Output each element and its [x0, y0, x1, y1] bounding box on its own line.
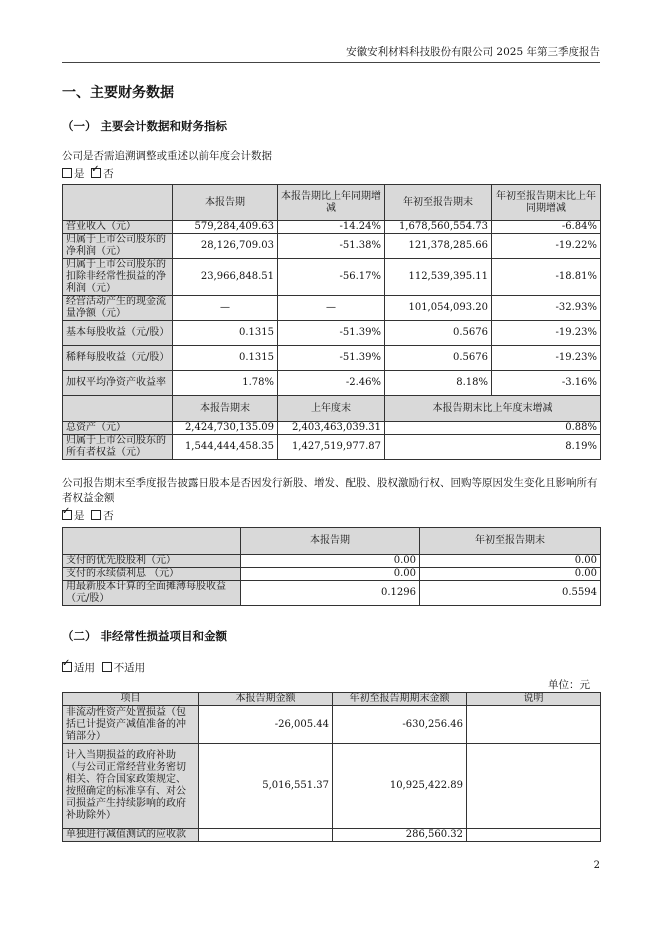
key-financial-table	[62, 184, 601, 460]
applicability-options	[62, 660, 145, 675]
non-recurring-items-table	[62, 692, 601, 842]
row-label: 经营活动产生的现金流量净额（元）	[63, 296, 173, 321]
table-cell: 1,427,519,977.87	[278, 435, 385, 460]
row-label: 归属于上市公司股东的扣除非经常性损益的净利润（元）	[63, 259, 173, 296]
checkbox-share-no[interactable]	[91, 510, 101, 520]
checkbox-share-yes[interactable]	[62, 510, 72, 520]
table-cell: 0.00	[241, 555, 420, 568]
table-column-header: 本报告期末比上年度末增减	[385, 396, 601, 422]
option-yes-label-2: 是	[74, 510, 85, 522]
unit-label: 单位：元	[548, 679, 590, 691]
row-label: 归属于上市公司股东的净利润（元）	[63, 234, 173, 259]
table-header-blank-2	[63, 396, 173, 422]
table-cell: 112,539,395.11	[385, 259, 492, 296]
table-cell: 0.1315	[173, 321, 278, 346]
table-column-header: 本报告期	[173, 185, 278, 221]
table-column-header: 上年度末	[278, 396, 385, 422]
table-column-header: 年初至报告期期末金额	[333, 693, 467, 706]
table-column-header: 说明	[467, 693, 601, 706]
table-cell: 0.5676	[385, 346, 492, 371]
table-header-blank	[63, 185, 173, 221]
table-cell: -19.23%	[492, 321, 601, 346]
table-cell: -14.24%	[278, 221, 385, 234]
table-column-header: 年初至报告期末	[385, 185, 492, 221]
restatement-question: 公司是否需追溯调整或重述以前年度会计数据	[62, 150, 272, 162]
table-column-header: 本报告期金额	[199, 693, 333, 706]
table-cell: -32.93%	[492, 296, 601, 321]
table-cell: 23,966,848.51	[173, 259, 278, 296]
table-column-header: 项目	[63, 693, 199, 706]
table-cell: -51.39%	[278, 346, 385, 371]
table-cell: -6.84%	[492, 221, 601, 234]
table-cell: -2.46%	[278, 371, 385, 396]
table-cell: 121,378,285.66	[385, 234, 492, 259]
table-column-header: 年初至报告期末	[420, 528, 601, 555]
row-label: 支付的优先股股利（元）	[63, 555, 241, 568]
share-change-question: 公司报告期末至季度报告披露日股本是否因发行新股、增发、配股、股权激励行权、回购等原因发生变化且影响所有者权益金额	[62, 477, 598, 504]
row-label: 用最新股本计算的全面摊薄每股收益（元/股）	[63, 581, 241, 606]
diluted-eps-table	[62, 527, 601, 606]
row-label: 总资产（元）	[63, 422, 173, 435]
table-cell: —	[173, 296, 278, 321]
subsection-title-2: （二） 非经常性损益项目和金额	[62, 629, 228, 643]
page-number: 2	[593, 860, 600, 871]
table-cell: 0.88%	[385, 422, 601, 435]
checkbox-restate-yes[interactable]	[62, 168, 72, 178]
table-cell: -51.39%	[278, 321, 385, 346]
table-cell: -51.38%	[278, 234, 385, 259]
table-column-header: 本报告期末	[173, 396, 278, 422]
table-cell: -18.81%	[492, 259, 601, 296]
table-header-blank	[63, 528, 241, 555]
option-no-label: 否	[103, 168, 114, 180]
table-cell: -3.16%	[492, 371, 601, 396]
table-cell: -19.23%	[492, 346, 601, 371]
table-cell	[467, 829, 601, 842]
share-change-options	[62, 508, 114, 523]
table-cell: 2,424,730,135.09	[173, 422, 278, 435]
table-cell: -56.17%	[278, 259, 385, 296]
table-cell: 8.19%	[385, 435, 601, 460]
table-cell: 0.00	[241, 568, 420, 581]
checkbox-restate-no[interactable]	[91, 168, 101, 178]
row-label: 计入当期损益的政府补助（与公司正常经营业务密切相关、符合国家政策规定、按照确定的标准享有、对公司损益产生持续影响的政府补助除外）	[63, 744, 199, 829]
row-label: 归属于上市公司股东的所有者权益（元）	[63, 435, 173, 460]
table-cell: 101,054,093.20	[385, 296, 492, 321]
option-yes-label: 是	[74, 168, 85, 180]
table-column-header: 本报告期	[241, 528, 420, 555]
table-cell: 2,403,463,039.31	[278, 422, 385, 435]
table-cell: —	[278, 296, 385, 321]
table-cell: 579,284,409.63	[173, 221, 278, 234]
table-cell: -26,005.44	[199, 706, 333, 744]
table-cell: 0.00	[420, 555, 601, 568]
option-no-label-2: 否	[103, 510, 114, 522]
table-cell: 1.78%	[173, 371, 278, 396]
table-cell: 10,925,422.89	[333, 744, 467, 829]
table-column-header: 年初至报告期末比上年同期增减	[492, 185, 601, 221]
table-column-header: 本报告期比上年同期增减	[278, 185, 385, 221]
checkbox-not-applicable[interactable]	[102, 662, 112, 672]
subsection-title-1: （一） 主要会计数据和财务指标	[62, 119, 228, 133]
table-cell: 1,544,444,458.35	[173, 435, 278, 460]
table-cell: 8.18%	[385, 371, 492, 396]
table-cell: 1,678,560,554.73	[385, 221, 492, 234]
row-label: 单独进行减值测试的应收款	[63, 829, 199, 842]
table-cell: 0.1296	[241, 581, 420, 606]
row-label: 营业收入（元）	[63, 221, 173, 234]
table-cell: 0.5676	[385, 321, 492, 346]
table-cell: 0.00	[420, 568, 601, 581]
table-cell: 28,126,709.03	[173, 234, 278, 259]
row-label: 非流动性资产处置损益（包括已计提资产减值准备的冲销部分）	[63, 706, 199, 744]
option-apply-label: 适用	[74, 662, 95, 674]
row-label: 支付的永续债利息 （元）	[63, 568, 241, 581]
table-cell: 0.5594	[420, 581, 601, 606]
table-cell: 0.1315	[173, 346, 278, 371]
table-cell: 5,016,551.37	[199, 744, 333, 829]
checkbox-applicable[interactable]	[62, 662, 72, 672]
table-cell	[467, 744, 601, 829]
row-label: 稀释每股收益（元/股）	[63, 346, 173, 371]
table-cell: -630,256.46	[333, 706, 467, 744]
section-title: 一、主要财务数据	[62, 85, 174, 101]
table-cell	[467, 706, 601, 744]
table-cell	[199, 829, 333, 842]
table-cell: 286,560.32	[333, 829, 467, 842]
row-label: 加权平均净资产收益率	[63, 371, 173, 396]
row-label: 基本每股收益（元/股）	[63, 321, 173, 346]
restatement-options	[62, 166, 114, 181]
header-divider	[62, 62, 600, 63]
page-header: 安徽安利材料科技股份有限公司 2025 年第三季度报告	[346, 46, 600, 58]
option-na-label: 不适用	[113, 662, 146, 674]
table-cell: -19.22%	[492, 234, 601, 259]
